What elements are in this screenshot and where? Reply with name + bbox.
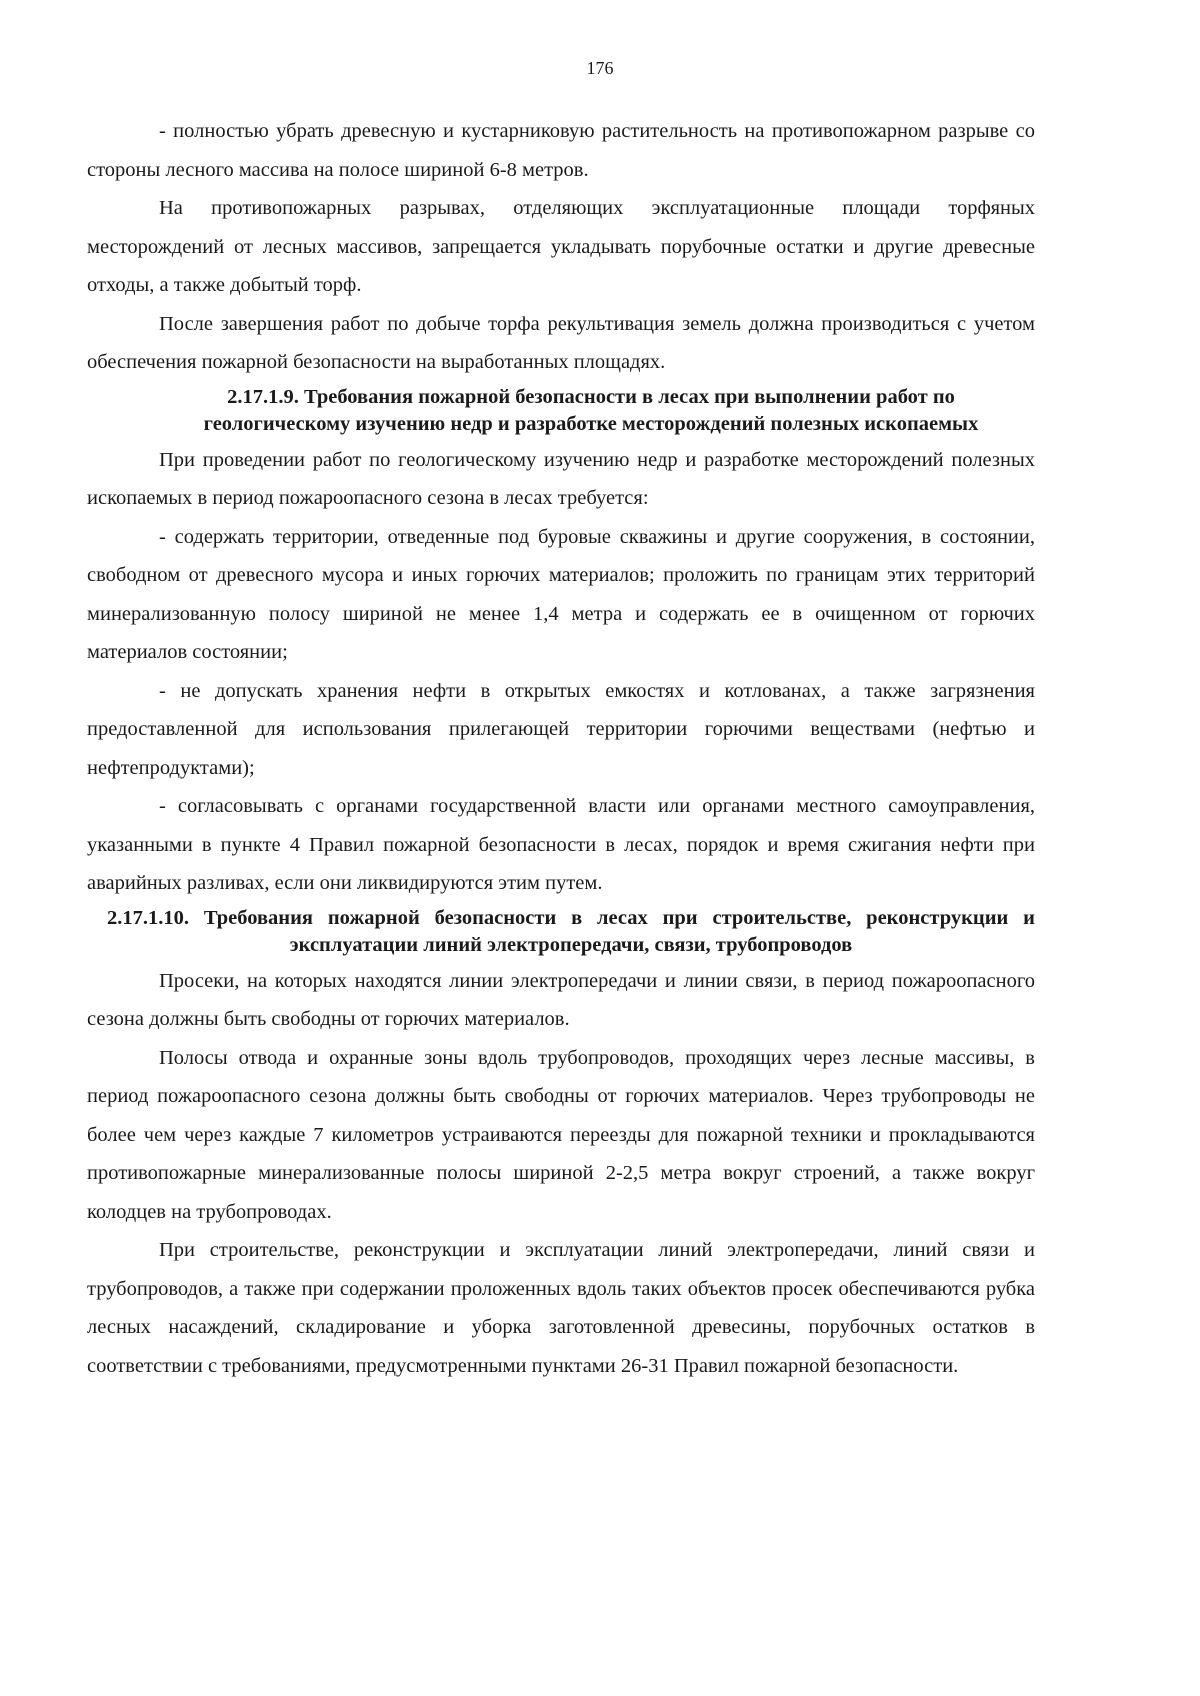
paragraph: После завершения работ по добыче торфа рекультивация земель должна производиться с учетом обеспечения пожарной безопасности на выработанных площадях. bbox=[87, 312, 1035, 373]
section-heading-2-17-1-10: 2.17.1.10. Требования пожарной безопасности в лесах при строительстве, реконструкции и эксплуатации линий электропередачи, связи, трубопроводов bbox=[107, 906, 1035, 956]
page-content bbox=[87, 112, 1035, 1385]
page-number: 176 bbox=[586, 58, 614, 78]
list-item: - не допускать хранения нефти в открытых емкостях и котлованах, а также загрязнения предоставленной для использования прилегающей территории горючими веществами (нефтью и нефтепродуктами); bbox=[87, 679, 1035, 779]
list-item: - согласовывать с органами государственной власти или органами местного самоуправления, указанными в пункте 4 Правил пожарной безопасности в лесах, порядок и время сжигания нефти при аварийных разливах, если они ликвидируются этим путем. bbox=[87, 795, 1035, 894]
section-heading-2-17-1-9: 2.17.1.9. Требования пожарной безопасности в лесах при выполнении работ по геологическому изучению недр и разработке месторождений полезных ископаемых bbox=[203, 385, 979, 435]
list-item: - содержать территории, отведенные под буровые скважины и другие сооружения, в состоянии, свободном от древесного мусора и иных горючих материалов; проложить по границам этих территорий минерализованную полосу шириной не менее 1,4 метра и содержать ее в очищенном от горючих материалов состоянии; bbox=[87, 525, 1035, 663]
paragraph: Полосы отвода и охранные зоны вдоль трубопроводов, проходящих через лесные массивы, в период пожароопасного сезона должны быть свободны от горючих материалов. Через трубопроводы не более чем через каждые 7 километров устраиваются переезды для пожарной техники и прокладываются противопожарные минерализованные полосы шириной 2-2,5 метра вокруг строений, а также вокруг колодцев на трубопроводах. bbox=[87, 1046, 1035, 1223]
paragraph: - полностью убрать древесную и кустарниковую растительность на противопожарном разрыве со стороны лесного массива на полосе шириной 6-8 метров. bbox=[87, 120, 1035, 181]
paragraph: При проведении работ по геологическому изучению недр и разработке месторождений полезных ископаемых в период пожароопасного сезона в лесах требуется: bbox=[87, 448, 1035, 509]
paragraph: Просеки, на которых находятся линии электропередачи и линии связи, в период пожароопасного сезона должны быть свободны от горючих материалов. bbox=[87, 969, 1035, 1030]
paragraph: При строительстве, реконструкции и эксплуатации линий электропередачи, линий связи и трубопроводов, а также при содержании проложенных вдоль таких объектов просек обеспечиваются рубка лесных насаждений, складирование и уборка заготовленной древесины, порубочных остатков в соответствии с требованиями, предусмотренными пунктами 26-31 Правил пожарной безопасности. bbox=[87, 1239, 1035, 1377]
paragraph: На противопожарных разрывах, отделяющих эксплуатационные площади торфяных месторождений от лесных массивов, запрещается укладывать порубочные остатки и другие древесные отходы, а также добытый торф. bbox=[87, 197, 1035, 296]
